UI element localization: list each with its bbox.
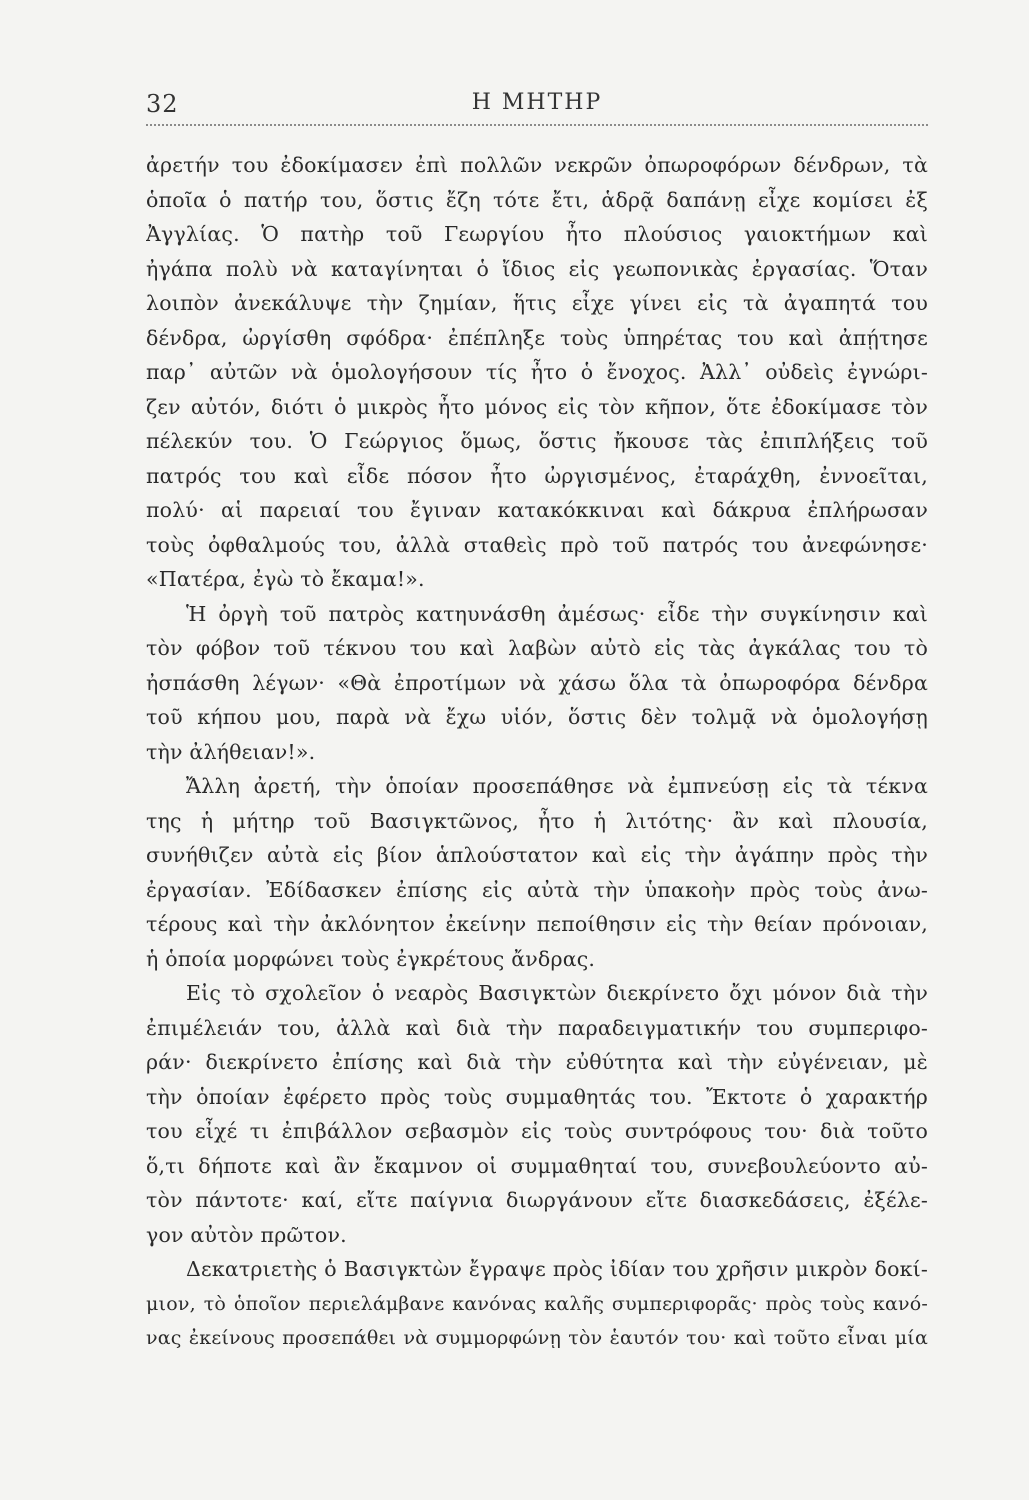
- text-line: πολύ· αἱ παρειαί του ἔγιναν κατακόκκιναι καὶ δάκρυα ἐπλήρωσαν: [146, 498, 928, 522]
- text-line: τέρους καὶ τὴν ἀκλόνητον ἐκείνην πεποίθησιν εἰς τὴν θείαν πρόνοιαν,: [146, 912, 928, 936]
- text-line: πέλεκύν του. Ὁ Γεώργιος ὅμως, ὅστις ἤκουσε τὰς ἐπιπλήξεις τοῦ: [146, 429, 928, 453]
- text-line: ἠγάπα πολὺ νὰ καταγίνηται ὁ ἴδιος εἰς γεωπονικὰς ἐργασίας. Ὅταν: [146, 256, 928, 281]
- text-line: γον αὐτὸν πρῶτον.: [146, 1222, 347, 1247]
- text-body: [146, 148, 928, 1356]
- text-line: Εἰς τὸ σχολεῖον ὁ νεαρὸς Βασιγκτὼν διεκρίνετο ὄχι μόνον διὰ τὴν: [186, 981, 928, 1005]
- text-line: ἀρετήν του ἐδοκίμασεν ἐπὶ πολλῶν νεκρῶν ὀπωροφόρων δένδρων, τὰ: [146, 153, 928, 177]
- text-line: Ἡ ὀργὴ τοῦ πατρὸς κατηυνάσθη ἀμέσως· εἶδε τὴν συγκίνησιν καὶ: [186, 601, 928, 626]
- text-line: τὴν ὁποίαν ἐφέρετο πρὸς τοὺς συμμαθητάς του. Ἔκτοτε ὁ χαρακτήρ: [146, 1084, 928, 1109]
- running-title: Η ΜΗΤΗΡ: [471, 90, 603, 115]
- text-line: ἐργασίαν. Ἐδίδασκεν ἐπίσης εἰς αὐτὰ τὴν ὑπακοὴν πρὸς τοὺς ἀνω-: [146, 877, 928, 902]
- text-line: ὅ,τι δήποτε καὶ ἂν ἔκαμνον οἱ συμμαθηταί του, συνεβουλεύοντο αὐ-: [146, 1153, 928, 1178]
- text-line: λοιπὸν ἀνεκάλυψε τὴν ζημίαν, ἥτις εἶχε γίνει εἰς τὰ ἀγαπητά του: [146, 291, 928, 315]
- text-line: «Πατέρα, ἐγὼ τὸ ἔκαμα!».: [146, 567, 425, 591]
- text-line: τὸν φόβον τοῦ τέκνου του καὶ λαβὼν αὐτὸ εἰς τὰς ἀγκάλας του τὸ: [146, 636, 928, 660]
- text-line: τὸν πάντοτε· καί, εἴτε παίγνια διωργάνουν εἴτε διασκεδάσεις, ἐξέλε-: [146, 1188, 928, 1212]
- text-line: ζεν αὐτόν, διότι ὁ μικρὸς ἦτο μόνος εἰς τὸν κῆπον, ὅτε ἐδοκίμασε τὸν: [146, 394, 928, 419]
- text-line: ἠσπάσθη λέγων· «Θὰ ἐπροτίμων νὰ χάσω ὅλα τὰ ὀπωροφόρα δένδρα: [146, 670, 928, 695]
- text-line: της ἡ μήτηρ τοῦ Βασιγκτῶνος, ἦτο ἡ λιτότης· ἂν καὶ πλουσία,: [146, 808, 928, 833]
- text-line: συνήθιζεν αὐτὰ εἰς βίον ἁπλούστατον καὶ εἰς τὴν ἀγάπην πρὸς τὴν: [146, 843, 928, 867]
- text-line: Ἄλλη ἀρετή, τὴν ὁποίαν προσεπάθησε νὰ ἐμπνεύσῃ εἰς τὰ τέκνα: [186, 774, 928, 798]
- page-number: 32: [146, 90, 179, 118]
- text-line: πατρός του καὶ εἶδε πόσον ἦτο ὠργισμένος, ἐταράχθη, ἐννοεῖται,: [146, 463, 928, 488]
- text-line: ἐπιμέλειάν του, ἀλλὰ καὶ διὰ τὴν παραδειγματικήν του συμπεριφο-: [146, 1015, 928, 1040]
- text-line: ράν· διεκρίνετο ἐπίσης καὶ διὰ τὴν εὐθύτητα καὶ τὴν εὐγένειαν, μὲ: [146, 1050, 928, 1074]
- text-line: του εἶχέ τι ἐπιβάλλον σεβασμὸν εἰς τοὺς συντρόφους του· διὰ τοῦτο: [146, 1119, 928, 1143]
- text-line: τοῦ κήπου μου, παρὰ νὰ ἔχω υἱόν, ὅστις δὲν τολμᾷ νὰ ὁμολογήσῃ: [146, 705, 928, 729]
- text-line: τοὺς ὀφθαλμούς του, ἀλλὰ σταθεὶς πρὸ τοῦ πατρός του ἀνεφώνησε·: [146, 532, 928, 557]
- text-line: ἡ ὁποία μορφώνει τοὺς ἐγκρέτους ἄνδρας.: [146, 946, 596, 971]
- page-header: [146, 90, 928, 120]
- text-line: Ἀγγλίας. Ὁ πατὴρ τοῦ Γεωργίου ἦτο πλούσιος γαιοκτήμων καὶ: [146, 222, 928, 246]
- text-line: Δεκατριετὴς ὁ Βασιγκτὼν ἔγραψε πρὸς ἰδίαν του χρῆσιν μικρὸν δοκί-: [186, 1257, 928, 1281]
- text-line: παρ᾽ αὐτῶν νὰ ὁμολογήσουν τίς ἦτο ὁ ἔνοχος. Ἀλλ᾽ οὐδεὶς ἐγνώρι-: [146, 360, 928, 384]
- header-rule: [146, 124, 928, 126]
- text-line: νας ἐκείνους προσεπάθει νὰ συμμορφώνῃ τὸν ἑαυτόν του· καὶ τοῦτο εἶναι μία: [146, 1327, 928, 1349]
- text-line: ὁποῖα ὁ πατήρ του, ὅστις ἔζη τότε ἔτι, ἁδρᾷ δαπάνῃ εἶχε κομίσει ἐξ: [146, 187, 928, 212]
- text-line: δένδρα, ὠργίσθη σφόδρα· ἐπέπληξε τοὺς ὑπηρέτας του καὶ ἀπῄτησε: [146, 325, 928, 350]
- text-line: τὴν ἀλήθειαν!».: [146, 739, 316, 764]
- text-line: μιον, τὸ ὁποῖον περιελάμβανε κανόνας καλῆς συμπεριφορᾶς· πρὸς τοὺς κανό-: [146, 1292, 928, 1315]
